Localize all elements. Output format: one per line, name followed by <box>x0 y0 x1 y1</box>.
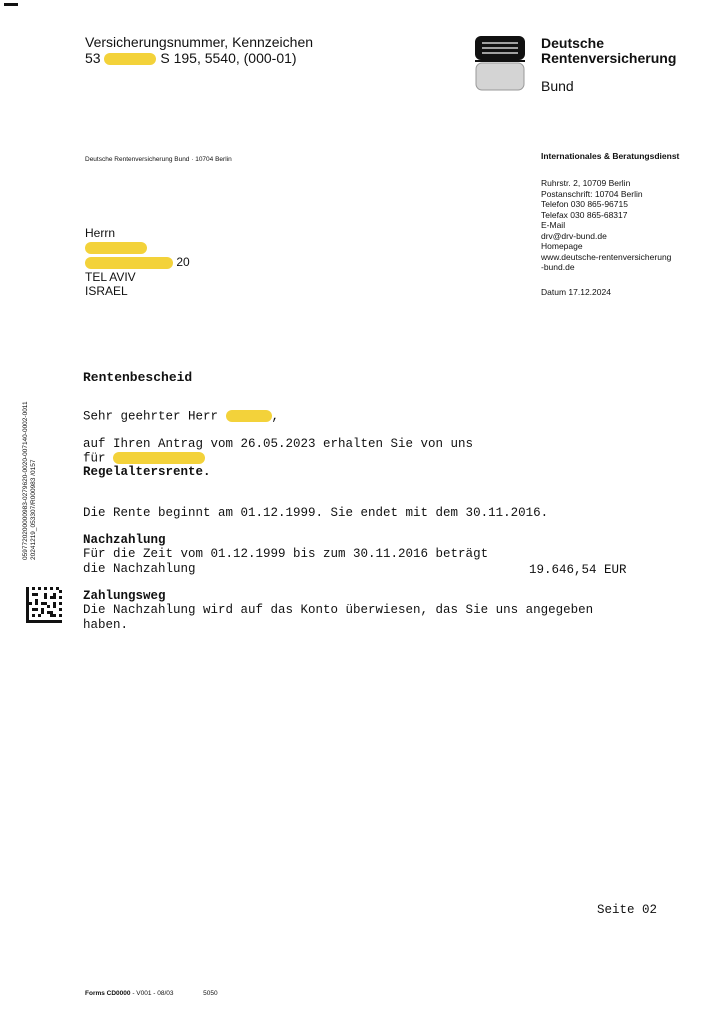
return-address: Deutsche Rentenversicherung Bund · 10704 Berlin <box>85 156 232 163</box>
recipient-salutation: Herrn <box>85 226 116 240</box>
contact-line: Postanschrift: 10704 Berlin <box>541 188 643 199</box>
contact-line: Telefon 030 865-96715 <box>541 199 628 209</box>
payment-line-1: Die Nachzahlung wird auf das Konto überwiesen, das Sie uns angegeben <box>83 603 594 617</box>
back-payment-line-2: die Nachzahlung <box>83 562 196 576</box>
sender-contact <box>541 178 671 273</box>
footer-code: 5050 <box>203 990 218 997</box>
footer-form: Forms CD0000 <box>85 990 131 997</box>
recipient-address <box>85 226 190 299</box>
back-payment-amount: 19.646,54 EUR <box>529 563 627 577</box>
insurance-label: Versicherungsnummer, Kennzeichen <box>85 34 314 50</box>
letter-title: Rentenbescheid <box>83 370 193 385</box>
pension-type: Regelaltersrente. <box>83 465 211 479</box>
insurance-suffix: S 195, 5540, (000-01) <box>160 50 297 66</box>
letter-date: Datum 17.12.2024 <box>541 287 611 297</box>
intro-for: für <box>83 451 106 466</box>
contact-line: Ruhrstr. 2, 10709 Berlin <box>541 178 631 188</box>
drv-logo <box>474 34 526 92</box>
redaction-mark <box>226 410 272 422</box>
payment-heading: Zahlungsweg <box>83 589 166 603</box>
side-barcode-text <box>22 401 38 560</box>
redaction-mark <box>85 257 173 269</box>
brand-line-1: Deutsche <box>541 35 605 51</box>
brand-line-2: Rentenversicherung <box>541 50 677 66</box>
recipient-country: ISRAEL <box>85 284 128 298</box>
intro-line-2 <box>83 452 683 465</box>
payment-line-2: haben. <box>83 618 129 632</box>
contact-line: drv@drv-bund.de <box>541 230 607 241</box>
contact-line: Homepage <box>541 241 583 251</box>
back-payment-heading: Nachzahlung <box>83 533 166 547</box>
form-footer <box>85 990 218 997</box>
intro-line-1: auf Ihren Antrag vom 26.05.2023 erhalten Sie von uns <box>83 437 474 451</box>
greeting: Sehr geehrter Herr <box>83 409 219 424</box>
sender-department: Internationales & Beratungsdienst <box>541 151 680 161</box>
contact-line: E-Mail <box>541 220 566 230</box>
recipient-name-line <box>85 241 190 256</box>
side-code-line-2: 20241219_053307/R000983 /0157 <box>30 459 37 560</box>
contact-line: Telefax 030 865-68317 <box>541 209 628 220</box>
contact-line: www.deutsche-rentenversicherung <box>541 251 672 262</box>
corner-mark <box>4 3 18 6</box>
insurance-prefix: 53 <box>85 50 101 66</box>
recipient-street-line <box>85 255 190 270</box>
redaction-mark <box>113 452 205 464</box>
recipient-city: TEL AVIV <box>85 269 136 284</box>
redaction-mark <box>104 53 156 65</box>
insurance-number <box>85 50 297 66</box>
page-number: Seite 02 <box>597 903 658 917</box>
brand-line-3: Bund <box>541 78 574 94</box>
back-payment-line-1: Für die Zeit vom 01.12.1999 bis zum 30.11.2016 beträgt <box>83 547 489 561</box>
side-code-line-1: 0597720200000983-0279620-0020-007140-0002-0011 <box>22 401 29 560</box>
greeting-line: Sehr geehrter Herr , <box>83 409 280 424</box>
redaction-mark <box>85 242 147 254</box>
contact-line: -bund.de <box>541 262 575 272</box>
footer-version: - V001 - 08/03 <box>130 990 174 997</box>
recipient-street-number: 20 <box>176 255 190 269</box>
data-matrix-code <box>26 587 62 623</box>
pension-period: Die Rente beginnt am 01.12.1999. Sie endet mit dem 30.11.2016. <box>83 506 549 520</box>
